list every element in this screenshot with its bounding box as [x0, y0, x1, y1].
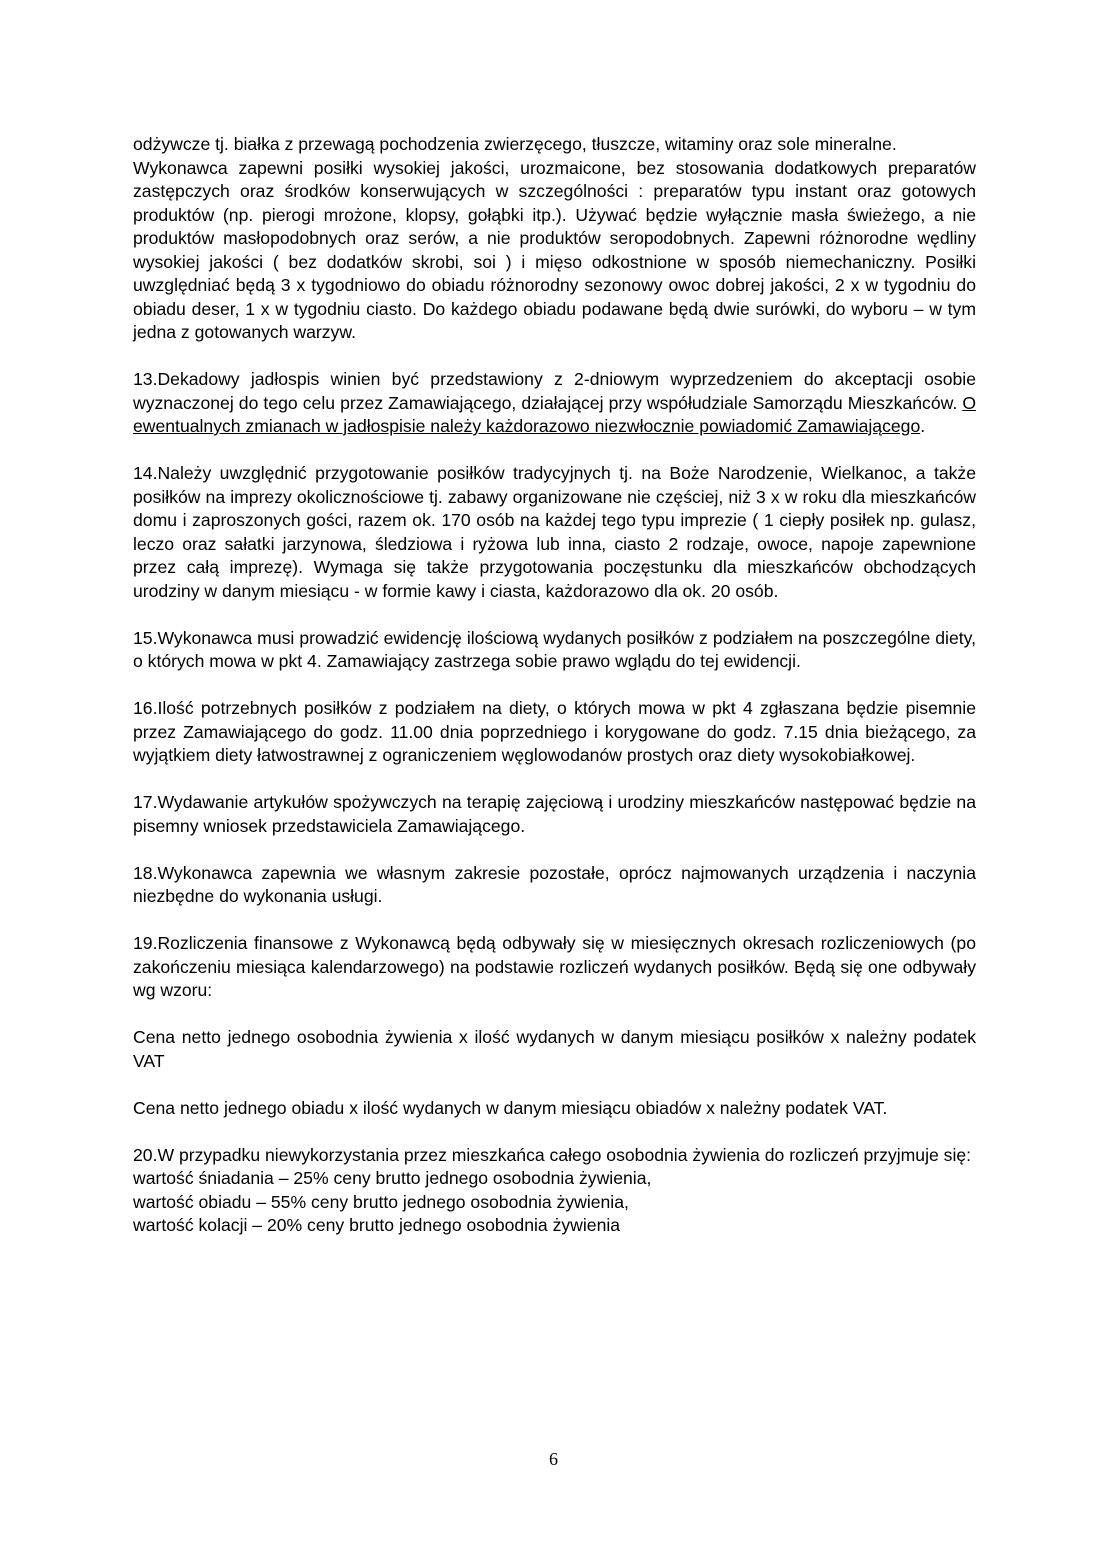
paragraph-16: 16.Ilość potrzebnych posiłków z podziałem na diety, o których mowa w pkt 4 zgłaszana będzie pisemnie przez Zamawiającego do godz. 11.00 dnia poprzedniego i korygowane do godz. 7.15 dnia bieżącego, za wyjątkiem diety łatwostrawnej z ograniczeniem węglowodanów prostych oraz diety wysokobiałkowej. — [133, 698, 976, 765]
paragraph-15: 15.Wykonawca musi prowadzić ewidencję ilościową wydanych posiłków z podziałem na poszczególne diety, o których mowa w pkt 4. Zamawiający zastrzega sobie prawo wglądu do tej ewidencji. — [133, 627, 976, 671]
paragraph-13-text: 13.Dekadowy jadłospis winien być przedstawiony z 2-dniowym wyprzedzeniem do akceptacji osobie wyznaczonej do tego celu przez Zamawiającego, działającej przy współudziale Samorządu Mieszkańców. — [133, 369, 976, 413]
paragraph-13-tail: . — [920, 416, 926, 436]
formula-dinner: Cena netto jednego obiadu x ilość wydanych w danym miesiącu obiadów x należny podatek VAT. — [133, 1097, 888, 1118]
meal-share-supper: wartość kolacji – 20% ceny brutto jednego osobodnia żywienia — [133, 1215, 621, 1235]
formula-daily: Cena netto jednego osobodnia żywienia x ilość wydanych w danym miesiącu posiłków x należny podatek VAT — [133, 1027, 976, 1071]
paragraph-13 — [133, 368, 976, 439]
document-page — [133, 133, 976, 1238]
paragraph-18: 18.Wykonawca zapewnia we własnym zakresie pozostałe, oprócz najmowanych urządzenia i naczynia niezbędne do wykonania usługi. — [133, 862, 976, 906]
paragraph-13-underlined: O ewentualnych zmianach w jadłospisie należy każdorazowo niezwłocznie powiadomić Zamawiającego — [133, 392, 976, 436]
paragraph-17: 17.Wydawanie artykułów spożywczych na terapię zajęciową i urodziny mieszkańców następować będzie na pisemny wniosek przedstawiciela Zamawiającego. — [133, 792, 976, 836]
meal-share-breakfast: wartość śniadania – 25% ceny brutto jednego osobodnia żywienia, — [133, 1168, 652, 1188]
page-number: 6 — [549, 1449, 558, 1469]
paragraph-12-body: Wykonawca zapewni posiłki wysokiej jakości, urozmaicone, bez stosowania dodatkowych preparatów zastępczych oraz środków konserwujących w szczególności : preparatów typu instant oraz gotowych produktów (np. pierogi mrożone, klopsy, gołąbki itp.). Używać będzie wyłącznie masła świeżego, a nie produktów masłopodobnych oraz serów, a nie produktów seropodobnych. Zapewni różnorodne wędliny wysokiej jakości ( bez dodatków skrobi, soi ) i mięso odkostnione w sposób niemechaniczny. Posiłki uwzględniać będą 3 x tygodniowo do obiadu różnorodny sezonowy owoc dobrej jakości, 2 x w tygodniu do obiadu deser, 1 x w tygodniu ciasto. Do każdego obiadu podawane będą dwie surówki, do wyboru – w tym jedna z gotowanych warzyw. — [133, 157, 976, 342]
paragraph-14: 14.Należy uwzględnić przygotowanie posiłków tradycyjnych tj. na Boże Narodzenie, Wielkanoc, a także posiłków na imprezy okolicznościowe tj. zabawy organizowane nie częściej, niż 3 x w roku dla mieszkańców domu i zaproszonych gości, razem ok. 170 osób na każdej tego typu imprezie ( 1 ciepły posiłek np. gulasz, leczo oraz sałatki jarzynowa, śledziowa i ryżowa lub inna, ciasto 2 rodzaje, owoce, napoje zapewnione przez całą imprezę). Wymaga się także przygotowania poczęstunku dla mieszkańców obchodzących urodziny w danym miesiącu - w formie kawy i ciasta, każdorazowo dla ok. 20 osób. — [133, 463, 976, 601]
meal-share-dinner: wartość obiadu – 55% ceny brutto jednego osobodnia żywienia, — [133, 1191, 629, 1212]
paragraph-20-intro: 20.W przypadku niewykorzystania przez mieszkańca całego osobodnia żywienia do rozliczeń przyjmuje się: — [133, 1144, 972, 1165]
paragraph-19: 19.Rozliczenia finansowe z Wykonawcą będą odbywały się w miesięcznych okresach rozliczeniowych (po zakończeniu miesiąca kalendarzowego) na podstawie rozliczeń wydanych posiłków. Będą się one odbywały wg wzoru: — [133, 933, 976, 1000]
paragraph-12-continuation: odżywcze tj. białka z przewagą pochodzenia zwierzęcego, tłuszcze, witaminy oraz sole mineralne. — [133, 134, 897, 154]
